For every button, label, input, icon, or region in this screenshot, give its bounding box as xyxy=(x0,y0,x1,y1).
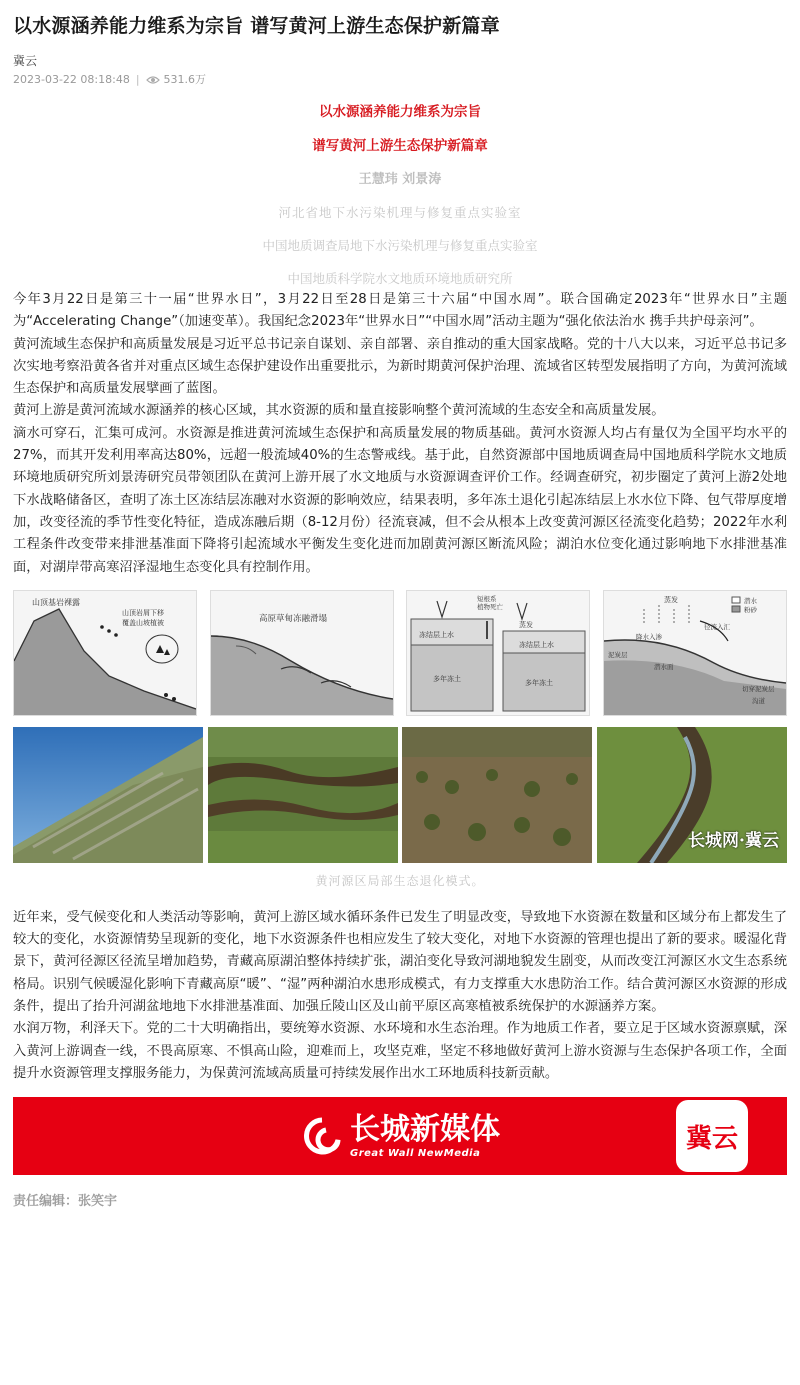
view-count: 531.6万 xyxy=(163,73,207,86)
paragraph-2: 黄河流域生态保护和高质量发展是习近平总书记亲自谋划、亲自部署、亲自推动的重大国家战略。党的十八大以来，习近平总书记多次实地考察沿黄各省并对重点区域生态保护建设作出重要批示，为新时期黄河保护治理、流域省区转型发展指明了方向，为黄河流域生态保护和高质量发展擘画了蓝图。 xyxy=(13,336,787,397)
d3-label-4: 多年冻土 xyxy=(433,674,462,683)
responsible-editor: 责任编辑：张笑宇 xyxy=(13,1194,118,1210)
d3-label-2: 蒸发 xyxy=(519,620,534,629)
photo-barren-patches[interactable] xyxy=(402,727,592,863)
photo-rocky-svg xyxy=(13,727,203,863)
brand-banner[interactable] xyxy=(13,1097,787,1175)
diagram-bedrock-slope[interactable] xyxy=(13,590,197,716)
d4-label-3: 泥炭层 xyxy=(607,650,628,659)
photo-meadow-slump[interactable] xyxy=(208,727,398,863)
d4-label-4: 潜水面 xyxy=(653,662,674,671)
d1-note-2: 覆盖山坡植被 xyxy=(122,618,164,627)
institution-2: 中国地质调查局地下水污染机理与修复重点实验室 xyxy=(262,238,538,253)
meta-divider: | xyxy=(135,73,140,86)
photo-stream-channel[interactable] xyxy=(597,727,787,863)
diagram-row xyxy=(13,590,787,716)
photo-watermark: 长城网·冀云 xyxy=(688,830,779,851)
d3-label-1: 冻结层上水 xyxy=(419,630,455,639)
banner-subtitle: Great Wall NewMedia xyxy=(350,1147,481,1159)
banner-brand: 长城新媒体 xyxy=(350,1111,500,1147)
d4-legend-2: 粉砂 xyxy=(743,605,757,614)
swirl-logo-icon xyxy=(300,1116,344,1156)
d1-title: 山顶基岩裸露 xyxy=(32,597,80,607)
heading-line-2: 谱写黄河上游生态保护新篇章 xyxy=(312,138,488,154)
article-authors: 王慧玮 刘景涛 xyxy=(358,172,442,187)
article-meta xyxy=(13,72,787,87)
paragraph-1: 今年3月22日是第三十一届“世界水日”，3月22日至28日是第三十六届“中国水周”。联合国确定2023年“世界水日”主题为“Accelerating Change”（加速变革）。我国纪念2023年“世界水日”“中国水周”活动主题为“强化依法治水 携手共护母亲河”。 xyxy=(13,292,787,330)
figure-caption: 黄河源区局部生态退化模式。 xyxy=(315,873,485,888)
institution-1: 河北省地下水污染机理与修复重点实验室 xyxy=(278,205,522,220)
paragraph-5: 近年来，受气候变化和人类活动等影响，黄河上游区域水循环条件已发生了明显改变，导致地下水资源在数量和区域分布上都发生了较大的变化，水资源情势呈现新的变化，地下水资源条件也相应发生了较大变化，对地下水资源的管理也提出了新的要求。暖湿化背景下，黄河径源区径流呈增加趋势，青藏高原湖泊整体持续扩张，湖泊变化导致河湖地貌发生剧变，从而改变江河源区水文生态系统格局。识别气候暖湿化影响下青藏高原“暖”、“湿”两种湖泊水患形成模式，有力支撑重大水患防治工作。结合黄河源区水资源的形成条件，提出了抬升河湖盆地地下水排泄基准面、加强丘陵山区及山前平原区高寒植被系统保护的水源涵养方案。 xyxy=(13,909,787,1015)
photo-rocky-slope[interactable] xyxy=(13,727,203,863)
jiyun-badge-label: 冀云 xyxy=(685,1123,738,1154)
diagram-permafrost[interactable] xyxy=(406,590,590,716)
d4-title: 蒸发 xyxy=(663,595,678,604)
photo-meadow-svg xyxy=(208,727,398,863)
d4-label-1: 径流入汇 xyxy=(703,622,730,631)
paragraph-3: 黄河上游是黄河流域水源涵养的核心区域，其水资源的质和量直接影响整个黄河流域的生态安全和高质量发展。 xyxy=(13,403,665,419)
photo-row xyxy=(13,727,787,863)
jiyun-badge xyxy=(676,1100,748,1172)
diagram-meadow-svg xyxy=(211,591,393,715)
diagram-meadow-thaw[interactable] xyxy=(210,590,394,716)
heading-line-1: 以水源涵养能力维系为宗旨 xyxy=(319,104,481,120)
photo-barren-svg xyxy=(402,727,592,863)
author-name[interactable]: 冀云 xyxy=(13,54,38,68)
d1-note-1: 山顶岩屑下移 xyxy=(122,608,164,617)
institution-3: 中国地质科学院水文地质环境地质研究所 xyxy=(287,271,513,286)
d2-title: 高原草甸冻融滑塌 xyxy=(258,613,327,624)
d3-title-2: 植物死亡 xyxy=(477,602,504,611)
d3-label-5: 多年冻土 xyxy=(525,678,554,687)
d3-title-1: 短根系 xyxy=(477,594,497,603)
publish-time: 2023-03-22 08:18:48 xyxy=(13,73,130,86)
eye-icon xyxy=(146,75,160,85)
article-title: 以水源涵养能力维系为宗旨 谱写黄河上游生态保护新篇章 xyxy=(13,15,500,37)
d3-label-3: 冻结层上水 xyxy=(519,640,555,649)
diagram-permafrost-svg xyxy=(407,591,589,715)
diagram-lake-svg xyxy=(604,591,786,715)
d4-label-6: 沟道 xyxy=(751,696,765,705)
d4-legend-1: 潜水 xyxy=(743,596,757,605)
banner-logo xyxy=(300,1111,500,1159)
paragraph-4: 滴水可穿石，汇集可成河。水资源是推进黄河流域生态保护和高质量发展的物质基础。黄河水资源人均占有量仅为全国平均水平的27%，而其开发利用率高达80%，远超一般流域40%的生态警戒线。基于此，自然资源部中国地质调查局中国地质科学院水文地质环境地质研究所刘景涛研究员带领团队在黄河上游开展了水文地质与水资源调查评价工作。经调查研究，初步圈定了黄河上游2处地下水战略储备区，查明了冻土区冻结层冻融对水资源的影响效应，结果表明，多年冻土退化引起冻结层上水水位下降、包气带厚度增加，改变径流的季节性变化特征，造成冻融后期（8-12月份）径流衰减，但不会从根本上改变黄河源区径流变化趋势；2022年水利工程条件改变带来排泄基准面下降将引起流域水平衡发生变化进而加剧黄河源区断流风险；湖泊水位变化通过影响地下水排泄基准面，对湖岸带高寒沼泽湿地生态变化具有控制作用。 xyxy=(13,425,787,575)
paragraph-6: 水润万物，利泽天下。党的二十大明确指出，要统筹水资源、水环境和水生态治理。作为地质工作者，要立足于区域水资源禀赋，深入黄河上游调查一线，不畏高原寒、不惧高山险，迎难而上，攻坚克难，坚定不移地做好黄河上游水资源与生态保护各项工作，全面提升水资源管理支撑服务能力，为保黄河流域高质量可持续发展作出水工环地质科技新贡献。 xyxy=(13,1021,787,1081)
diagram-bedrock-svg xyxy=(14,591,196,715)
d4-label-5: 切穿泥炭层 xyxy=(741,684,775,693)
diagram-lake-hydro[interactable] xyxy=(603,590,787,716)
d4-label-2: 降水入渗 xyxy=(635,632,662,641)
